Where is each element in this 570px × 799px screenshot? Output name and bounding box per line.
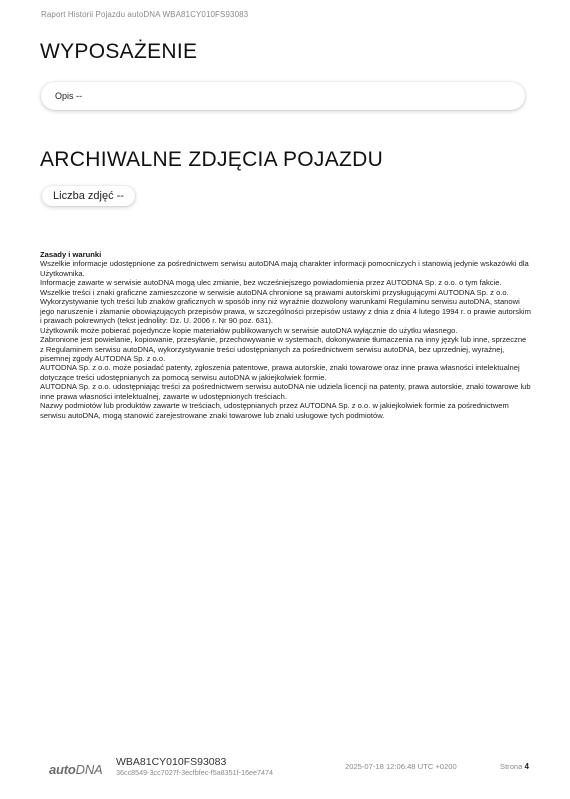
terms-paragraph: Informacje zawarte w serwisie autoDNA mogą ulec zmianie, bez wcześniejszego powiadomienia przez AUTODNA Sp. z o.o. o tym fakcie. <box>40 278 502 288</box>
terms-paragraph: AUTODNA Sp. z o.o. udostępniając treści za pośrednictwem serwisu autoDNA nie udziela licencji na patenty, prawa autorskie, znaki towarowe lub inne prawa własności intelektualnej, zawarte w udostępnionych treściach. <box>40 382 531 401</box>
footer-report-id: 36cc8549-3cc7027f-3ecfbfec-f5a8351f-16ee7474 <box>116 768 274 777</box>
terms-paragraph: Nazwy podmiotów lub produktów zawarte w treściach, udostępnianych przez AUTODNA Sp. z o.o. w jakiejkolwiek formie za pośrednictwem serwisu autoDNA, mogą stanowić zarejestrowane znaki towarowe lub znaki usługowe tych podmiotów. <box>40 401 509 420</box>
terms-paragraph: Wszelkie treści i znaki graficzne zamieszczone w serwisie autoDNA chronione są prawami autorskimi przysługującymi AUTODNA Sp. z o.o. <box>40 287 509 297</box>
section-title-archive-photos: ARCHIWALNE ZDJĘCIA POJAZDU <box>40 148 384 171</box>
photo-count-box <box>42 186 135 206</box>
section-title-equipment: WYPOSAŻENIE <box>40 40 198 63</box>
terms-paragraph: Wszelkie informacje udostępnione za pośrednictwem serwisu autoDNA mają charakter informacji pomocniczych i stanowią jedynie wskazówki dla Użytkownika. <box>40 259 529 278</box>
page-footer <box>0 752 570 792</box>
page-number <box>500 762 529 771</box>
terms-paragraph: AUTODNA Sp. z o.o. może posiadać patenty, zgłoszenia patentowe, prawa autorskie, znaki towarowe oraz inne prawa własności intelektualnej dotyczące treści udostępnianych za pomocą serwisu autoDNA w jakiejkolwiek formie. <box>40 363 520 382</box>
terms-and-conditions <box>40 250 532 420</box>
autodna-logo <box>49 762 103 777</box>
terms-paragraph: Zabronione jest powielanie, kopiowanie, przesyłanie, przechowywanie w systemach, dokonywanie tłumaczenia na inny język lub inne, sprzeczne z Regulaminem serwisu autoDNA, wykorzystywanie treści udostępnianych za pośrednictwem serwisu autoDNA, bez uprzedniej, wyraźnej, pisemnej zgody AUTODNA Sp. z o.o. <box>40 335 527 363</box>
footer-vin: WBA81CY010FS93083 <box>116 756 227 768</box>
logo-text-dna: DNA <box>75 762 103 777</box>
photo-count: Liczba zdjęć -- <box>53 190 124 202</box>
terms-paragraph: Użytkownik może pobierać pojedyncze kopie materiałów publikowanych w serwisie autoDNA wyłącznie do użytku własnego. <box>40 325 458 335</box>
footer-datetime: 2025-07-18 12:06:48 UTC +0200 <box>345 762 457 771</box>
equipment-description: Opis -- <box>55 91 82 101</box>
page-number-value: 4 <box>524 762 529 771</box>
logo-text-auto: auto <box>49 762 76 777</box>
page-label: Strona <box>500 762 523 771</box>
equipment-description-box <box>41 82 525 110</box>
report-header: Raport Historii Pojazdu autoDNA WBA81CY010FS93083 <box>41 10 249 19</box>
terms-paragraph: Wykorzystywanie tych treści lub znaków graficznych w sposób inny niż wyraźnie dozwolony warunkami Regulaminu serwisu autoDNA, stanowi jego naruszenie i złamanie obowiązujących przepisów prawa, w szczególności przepisów ustawy z dnia z dnia 4 lutego 1994 r. o prawie autorskim i prawach pokrewnych (tekst jednolity: Dz. U. 2006 r. Nr 90 poz. 631). <box>40 297 531 326</box>
terms-title: Zasady i warunki <box>40 250 102 259</box>
